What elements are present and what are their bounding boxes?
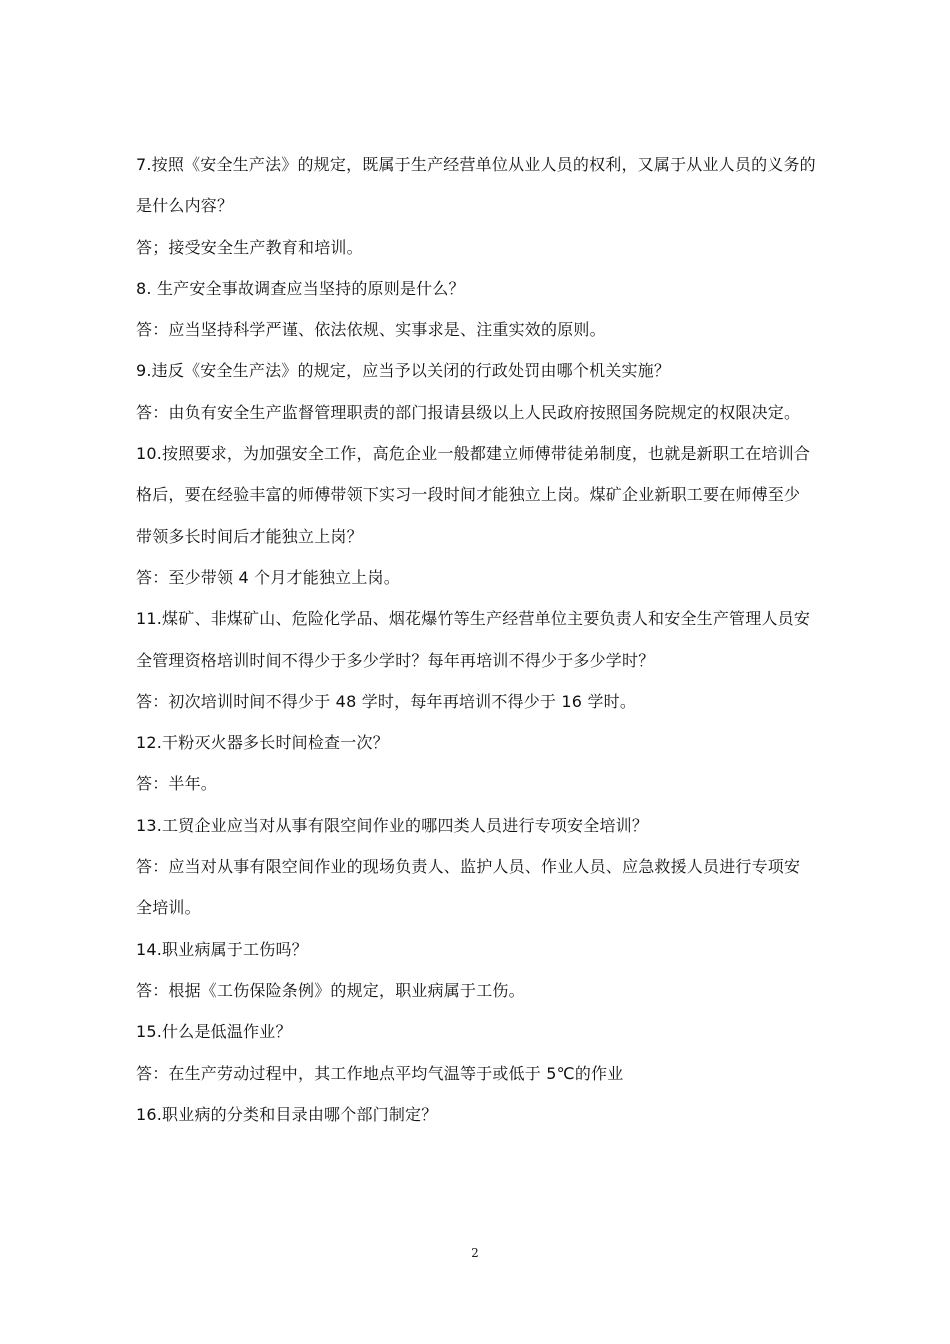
page-number: 2 xyxy=(471,1246,479,1260)
answer-14: 答：根据《工伤保险条例》的规定，职业病属于工伤。 xyxy=(136,980,525,1000)
answer-8: 答：应当坚持科学严谨、依法依规、实事求是、注重实效的原则。 xyxy=(136,320,606,340)
answer-9: 答：由负有安全生产监督管理职责的部门报请县级以上人民政府按照国务院规定的权限决定。 xyxy=(136,402,801,422)
question-9: 9.违反《安全生产法》的规定，应当予以关闭的行政处罚由哪个机关实施？ xyxy=(136,361,671,381)
question-7: 7.按照《安全生产法》的规定，既属于生产经营单位从业人员的权利，又属于从业人员的义务的是什么内容？ xyxy=(136,155,816,216)
question-14: 14.职业病属于工伤吗？ xyxy=(136,939,308,959)
answer-12: 答：半年。 xyxy=(136,774,218,794)
answer-11: 答：初次培训时间不得少于 48 学时，每年再培训不得少于 16 学时。 xyxy=(136,691,637,711)
answer-15: 答：在生产劳动过程中，其工作地点平均气温等于或低于 5℃的作业 xyxy=(136,1063,624,1083)
question-15: 15.什么是低温作业？ xyxy=(136,1022,292,1042)
document-body xyxy=(136,144,816,1135)
answer-13: 答：应当对从事有限空间作业的现场负责人、监护人员、作业人员、应急救援人员进行专项安全培训。 xyxy=(136,857,801,918)
question-11: 11.煤矿、非煤矿山、危险化学品、烟花爆竹等生产经营单位主要负责人和安全生产管理人员安全管理资格培训时间不得少于多少学时？每年再培训不得少于多少学时？ xyxy=(136,609,811,670)
question-13: 13.工贸企业应当对从事有限空间作业的哪四类人员进行专项安全培训？ xyxy=(136,815,649,835)
question-8: 8. 生产安全事故调查应当坚持的原则是什么？ xyxy=(136,278,465,298)
answer-7: 答；接受安全生产教育和培训。 xyxy=(136,237,363,257)
question-12: 12.干粉灭火器多长时间检查一次？ xyxy=(136,733,389,753)
answer-10: 答：至少带领 4 个月才能独立上岗。 xyxy=(136,567,400,587)
question-16: 16.职业病的分类和目录由哪个部门制定？ xyxy=(136,1104,438,1124)
question-10: 10.按照要求，为加强安全工作，高危企业一般都建立师傅带徒弟制度，也就是新职工在培训合格后，要在经验丰富的师傅带领下实习一段时间才能独立上岗。煤矿企业新职工要在师傅至少带领多长时间后才能独立上岗？ xyxy=(136,444,811,546)
